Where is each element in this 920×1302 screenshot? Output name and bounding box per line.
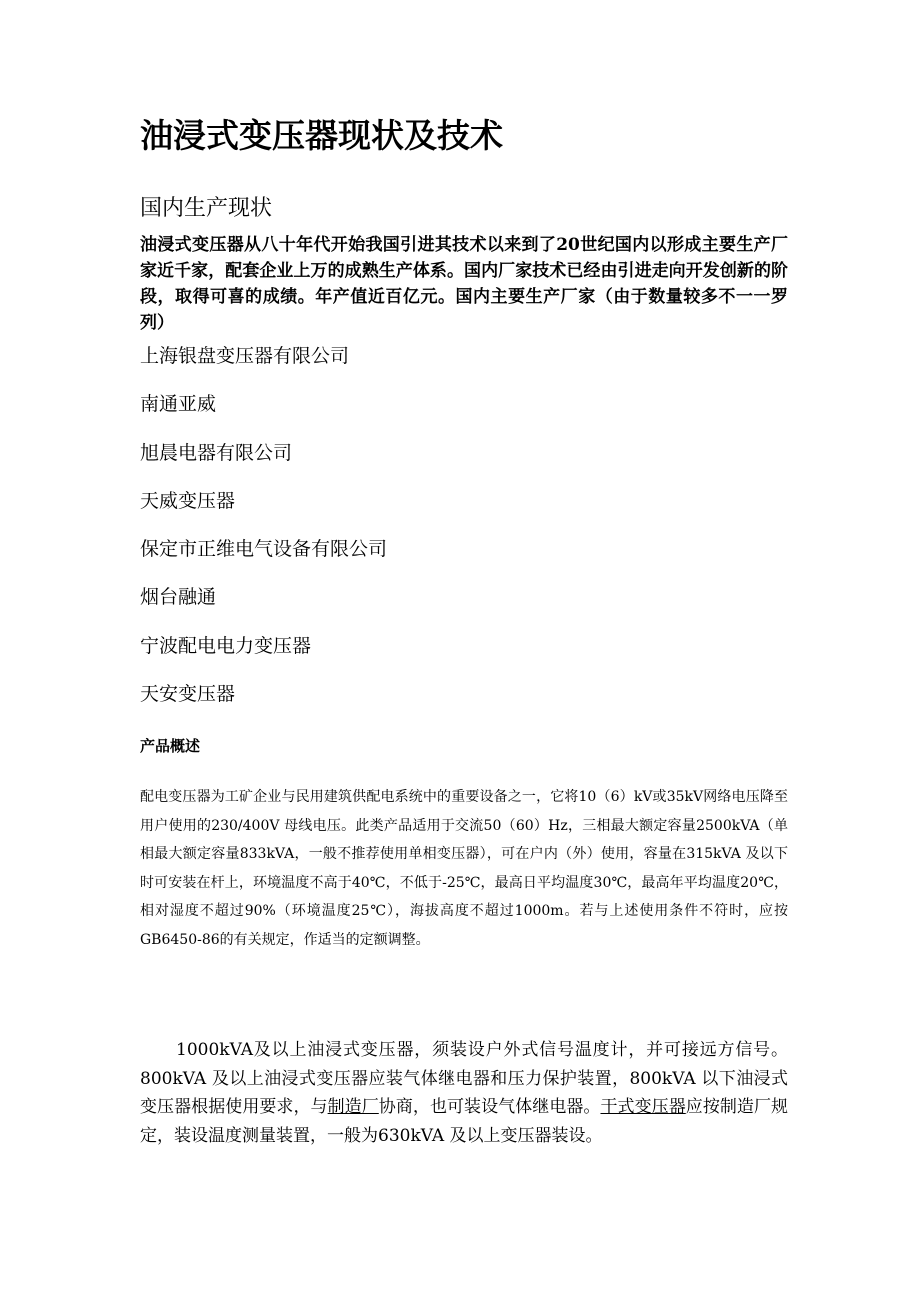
protection-text-2: 协商，也可装设气体继电器。 [378,1097,601,1117]
company-item: 旭晨电器有限公司 [140,441,293,464]
domestic-intro-paragraph: 油浸式变压器从八十年代开始我国引进其技术以来到了20世纪国内以形成主要生产厂家近千家，配套企业上万的成熟生产体系。国内厂家技术已经由引进走向开发创新的阶段，取得可喜的成绩。年产值近百亿元。国内主要生产厂家（由于数量较多不一一罗列） [140,235,788,333]
dry-transformer-link[interactable]: 干式变压器 [600,1097,686,1117]
company-list [140,332,387,718]
page-title: 油浸式变压器现状及技术 [140,116,503,155]
overview-paragraph: 配电变压器为工矿企业与民用建筑供配电系统中的重要设备之一，它将10（6）kV或35kV网络电压降至用户使用的230/400V 母线电压。此类产品适用于交流50（60）Hz，三相最大额定容量2500kVA（单相最大额定容量833kVA，一般不推荐使用单相变压器），可在户内（外）使用，容量在315kVA 及以下时可安装在杆上，环境温度不高于40℃，不低于-25℃，最高日平均温度30℃，最高年平均温度20℃，相对湿度不超过90%（环境温度25℃），海拔高度不超过1000m。若与上述使用条件不符时，应按GB6450-86的有关规定，作适当的定额调整。 [140,789,788,948]
company-item: 南通亚威 [140,393,217,416]
company-item: 天威变压器 [140,489,236,512]
company-item: 烟台融通 [140,586,217,609]
protection-text-1: 1000kVA及以上油浸式变压器，须装设户外式信号温度计，并可接远方信号。800kVA 及以上油浸式变压器应装气体继电器和压力保护装置，800kVA 以下油浸式变压器根据使用要求，与 [140,1040,788,1117]
company-item: 宁波配电电力变压器 [140,634,312,657]
section-heading-domestic: 国内生产现状 [140,196,273,221]
protection-paragraph [140,1036,788,1150]
company-item: 上海银盘变压器有限公司 [140,345,350,367]
company-item: 天安变压器 [140,683,236,706]
protection-text-3: 应按制造厂规定，装设温度测量装置，一般为630kVA 及以上变压器装设。 [140,1097,789,1146]
section-heading-overview: 产品概述 [140,737,201,755]
manufacturer-link[interactable]: 制造厂 [327,1097,379,1117]
company-item: 保定市正维电气设备有限公司 [140,538,388,561]
